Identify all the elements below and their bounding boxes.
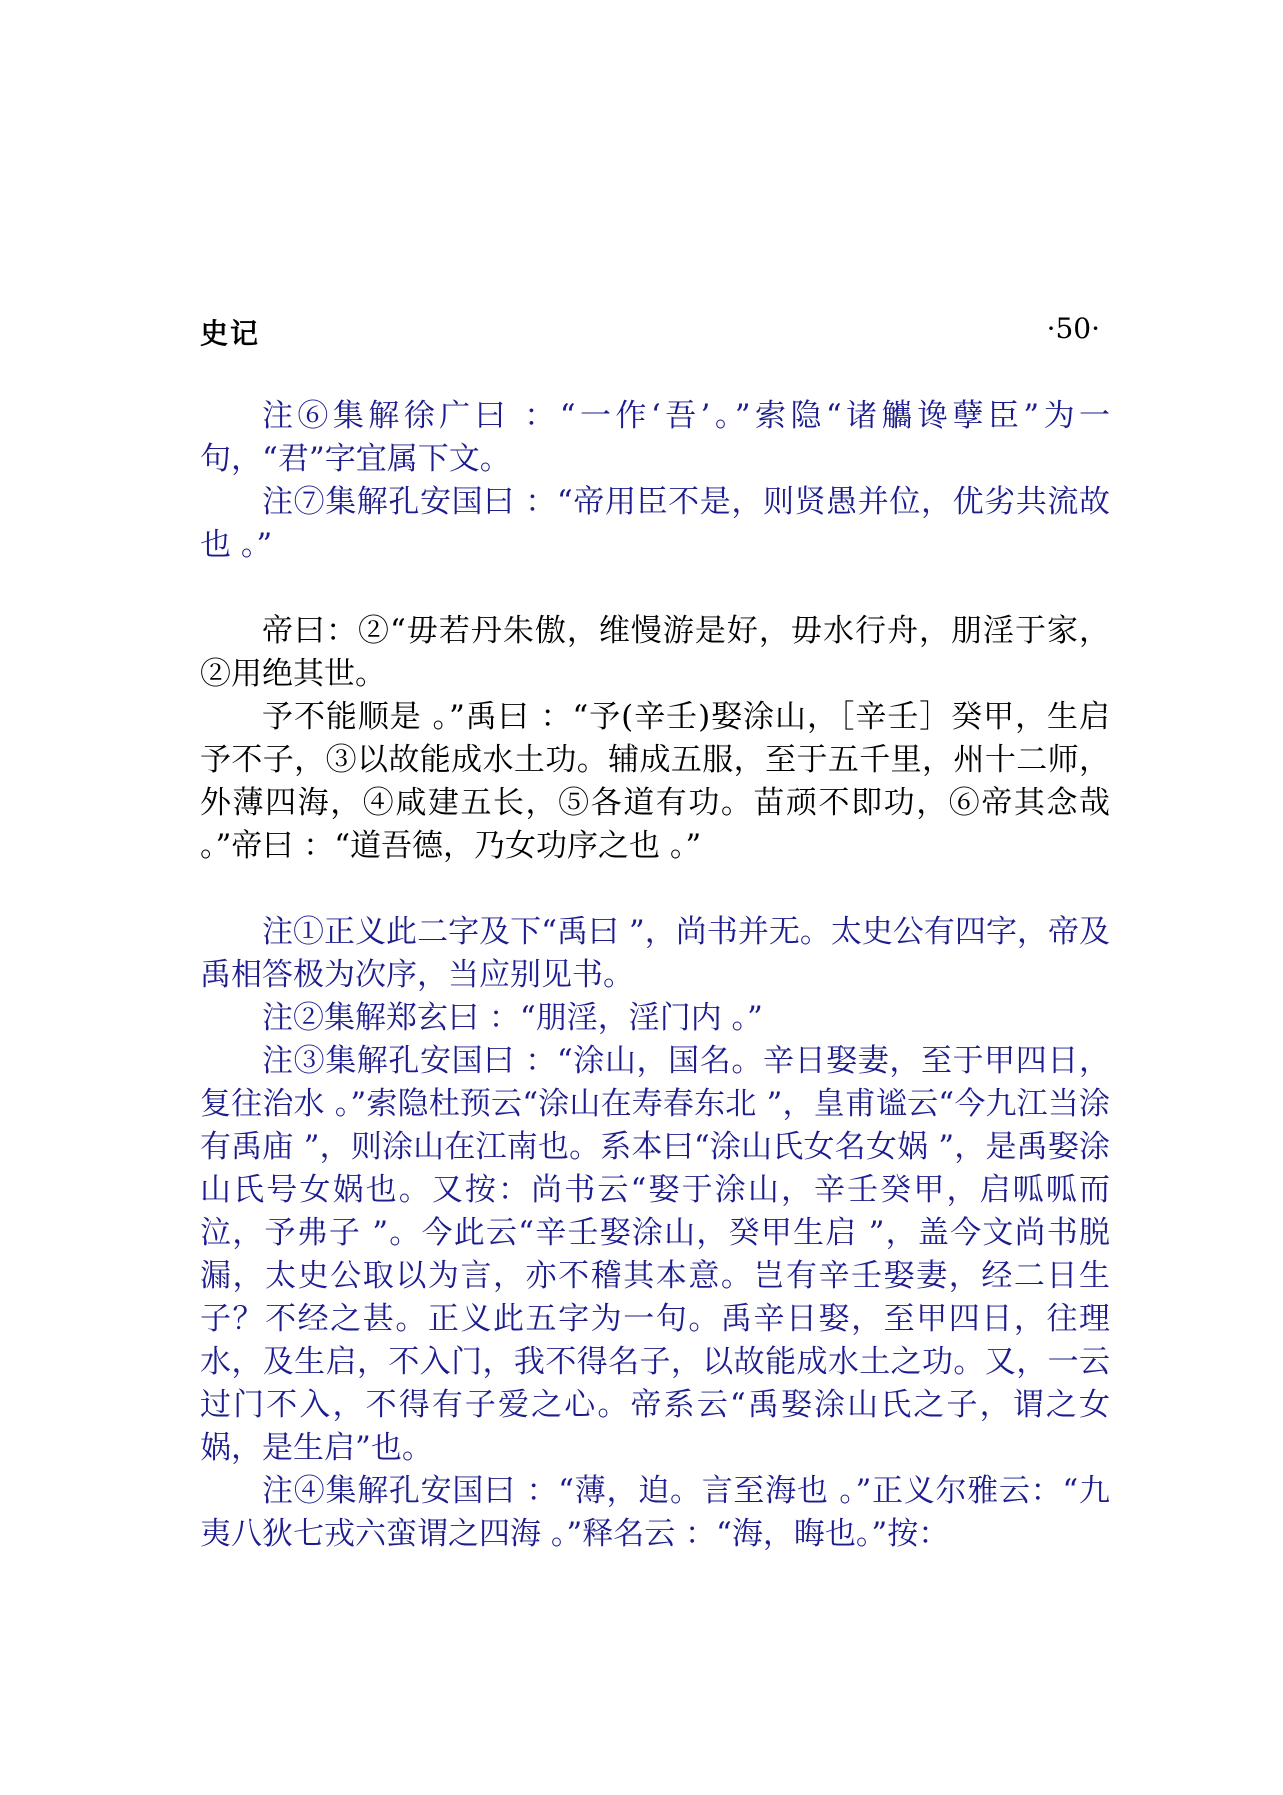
annotation-paragraph: 注①正义此二字及下“禹曰 ”，尚书并无。太史公有四字，帝及禹相答极为次序，当应别见书。 xyxy=(200,914,1110,993)
paragraph-gap xyxy=(200,868,1110,911)
page-header xyxy=(200,312,1100,352)
annotation-paragraph: 注③集解孔安国曰 ：“涂山，国名。辛日娶妻，至于甲四日，复往治水 。”索隐杜预云“涂山在寿春东北 ”，皇甫谧云“今九江当涂有禹庙 ”，则涂山在江南也。系本曰“涂山氏女名女娲 ”，是禹娶涂山氏号女娲也。又按：尚书云“娶于涂山，辛壬癸甲，启呱呱而泣，予弗子 ”。今此云“辛壬娶涂山，癸甲生启 ”，盖今文尚书脱漏，太史公取以为言，亦不稽其本意。岂有辛壬娶妻，经二日生子？不经之甚。正义此五字为一句。禹辛日娶，至甲四日，往理水，及生启，不入门，我不得名子，以故能成水土之功。又，一云过门不入，不得有子爱之心。帝系云“禹娶涂山氏之子，谓之女娲，是生启”也。 xyxy=(200,1043,1110,1466)
main-text-paragraph: 予不能顺是 。”禹曰 ：“予(辛壬)娶涂山，［辛壬］癸甲，生启予不子，③以故能成水土功。辅成五服，至于五千里，州十二师，外薄四海，④咸建五长，⑤各道有功。苗顽不即功，⑥帝其念哉 。”帝曰 ：“道吾德，乃女功序之也 。” xyxy=(200,699,1110,864)
book-title: 史记 xyxy=(200,317,261,350)
main-text-paragraph: 帝曰：②“毋若丹朱傲，维慢游是好，毋水行舟，朋淫于家，②用绝其世。 xyxy=(200,613,1110,692)
page-content xyxy=(200,395,1110,1556)
annotation-paragraph: 注⑥集解徐广曰 ：“一作‘吾’。”索隐“诸觿谗孽臣”为一句，“君”字宜属下文。 xyxy=(200,398,1110,477)
annotation-paragraph: 注④集解孔安国曰 ：“薄，迫。言至海也 。”正义尔雅云：“九夷八狄七戎六蛮谓之四海 。”释名云 ：“海，晦也。”按： xyxy=(200,1473,1110,1552)
annotation-paragraph: 注②集解郑玄曰 ：“朋淫，淫门内 。” xyxy=(262,1000,763,1036)
annotation-paragraph: 注⑦集解孔安国曰 ：“帝用臣不是，则贤愚并位，优劣共流故也 。” xyxy=(200,484,1110,563)
page-number: ·50· xyxy=(1046,312,1100,345)
paragraph-gap xyxy=(200,567,1110,610)
